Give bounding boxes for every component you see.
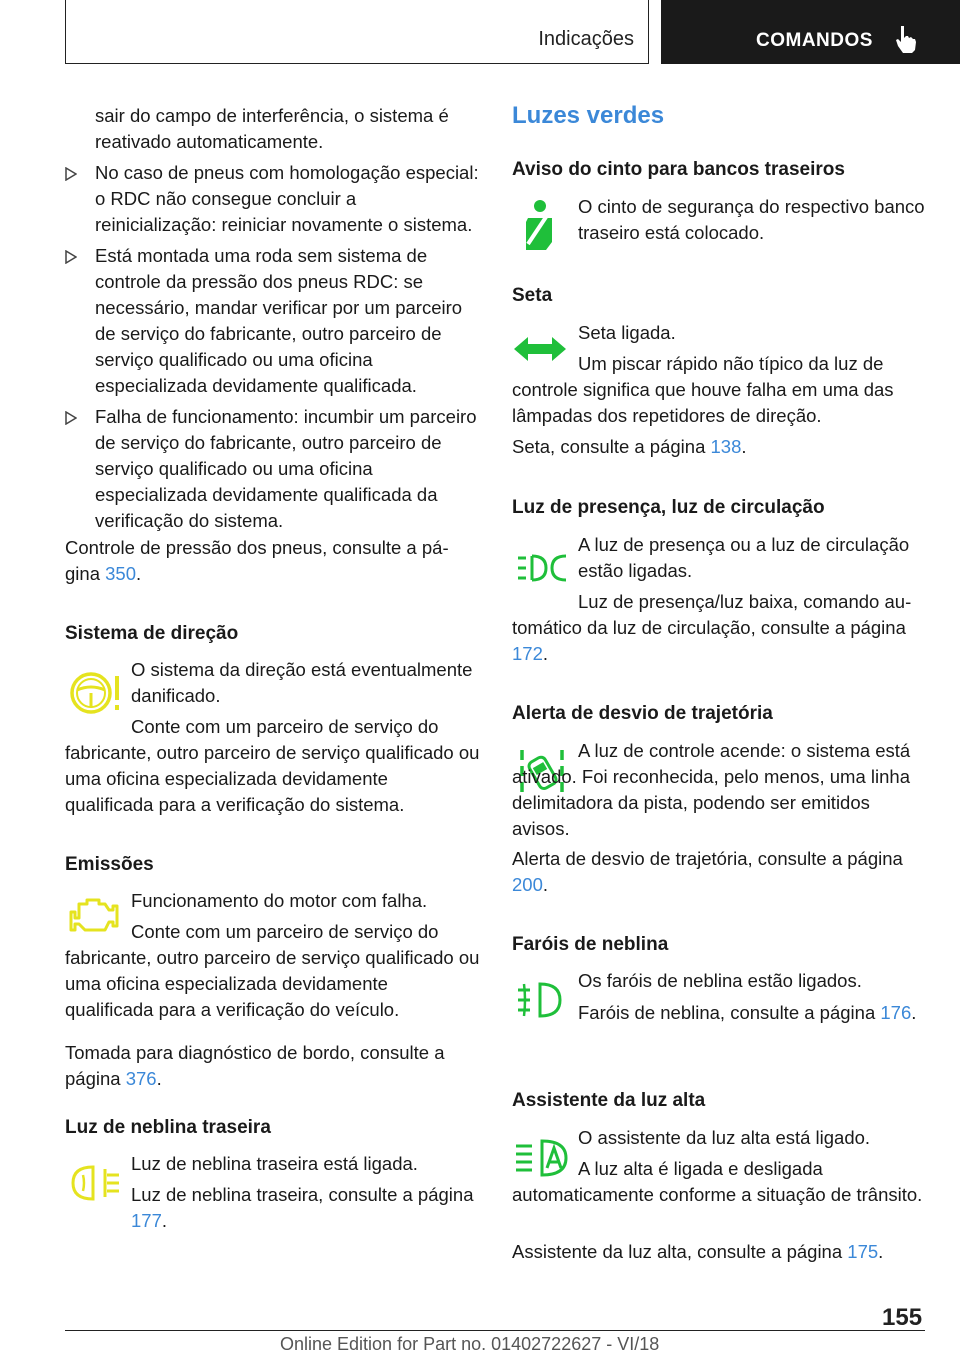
emissions-text-1: Funcionamento do motor com falha. <box>131 890 428 911</box>
header-chapter-label: COMANDOS <box>756 30 873 51</box>
heading-lane-departure: Alerta de desvio de trajetória <box>512 703 773 724</box>
reference-text: Seta, consulte a página <box>512 436 711 457</box>
page-number: 155 <box>882 1304 923 1331</box>
steering-text-2: Conte com um parceiro de serviço do fabricante, outro parceiro de serviço qualificado ou uma oficina especializada devidamente qualificada para a verificação do sistema. <box>65 716 480 815</box>
heading-steering: Sistema de direção <box>65 623 239 644</box>
heading-turn-signal: Seta <box>512 285 553 306</box>
heading-high-beam: Assistente da luz alta <box>512 1090 706 1111</box>
rear-fog-reference: Luz de neblina traseira, consulte a página 177. <box>131 1184 474 1231</box>
obd-reference: Tomada para diagnóstico de bordo, consulte a página 376. <box>65 1042 445 1089</box>
page-link[interactable]: 175 <box>847 1241 879 1262</box>
heading-seatbelt: Aviso do cinto para bancos traseiros <box>512 159 845 180</box>
page-link[interactable]: 376 <box>125 1068 157 1089</box>
steering-text-1: O sistema da direção está eventualmente danificado. <box>131 659 473 706</box>
emissions-text-2: Conte com um parceiro de serviço do fabricante, outro parceiro de serviço qualificado ou uma oficina especializada devidamente qualificada para a verificação do veículo. <box>65 921 480 1020</box>
page-link[interactable]: 350 <box>105 563 136 584</box>
reference-text: Faróis de neblina, consulte a página <box>578 1002 881 1023</box>
page-link[interactable]: 177 <box>131 1210 162 1231</box>
footer-divider <box>65 1330 925 1331</box>
footer-edition: Online Edition for Part no. 01402722627 - VI/18 <box>280 1334 660 1354</box>
triangle-bullet-icon <box>65 250 77 264</box>
parking-text-2: Luz de presença/luz baixa, comando automático da luz de circulação, consulte a página 172. <box>512 591 912 664</box>
header-section-title: Indicações <box>538 28 634 50</box>
reference-text: Tomada para diagnóstico de bordo, consulte a página <box>65 1042 445 1089</box>
list-item <box>65 404 480 534</box>
paragraph-continuation: sair do campo de interferência, o sistema é reativado automaticamente. <box>95 105 449 152</box>
seatbelt-text: O cinto de segurança do respectivo banco traseiro está colocado. <box>578 196 925 243</box>
rdc-reference: Controle de pressão dos pneus, consulte a página 350. <box>65 537 449 584</box>
lane-reference: Alerta de desvio de trajetória, consulte a página 200. <box>512 848 903 895</box>
header-chapter-tab <box>661 0 960 64</box>
section-title-green-lights: Luzes verdes <box>512 102 665 129</box>
reference-text: Alerta de desvio de trajetória, consulte a página <box>512 848 903 869</box>
turn-text-2: Um piscar rápido não típico da luz de controle significa que houve falha em uma das lâmpadas dos repetidores de direção. <box>512 353 894 426</box>
page-link[interactable]: 200 <box>512 874 543 895</box>
rear-fog-text-1: Luz de neblina traseira está ligada. <box>131 1153 418 1174</box>
triangle-bullet-icon <box>65 167 77 181</box>
turn-text-1: Seta ligada. <box>578 322 676 343</box>
bullet-text: Falha de funcionamento: incumbir um parceiro de serviço do fabricante, outro parceiro de serviço qualificado ou uma oficina especializada devidamente qualificada da verificação do sistema. <box>95 406 477 531</box>
page-link[interactable]: 176 <box>880 1002 912 1023</box>
hand-pointer-icon <box>895 24 917 54</box>
reference-text: Luz de presença/luz baixa, comando automático da luz de circulação, consulte a página <box>512 591 912 638</box>
reference-text: Controle de pressão dos pneus, consulte a página <box>65 537 449 584</box>
highbeam-text-1: O assistente da luz alta está ligado. <box>578 1127 871 1148</box>
highbeam-reference: Assistente da luz alta, consulte a página 175. <box>512 1241 884 1262</box>
page-link[interactable]: 138 <box>710 436 742 457</box>
highbeam-text-2: A luz alta é ligada e desligada automaticamente conforme a situação de trânsito. <box>512 1158 923 1205</box>
list-item <box>65 243 480 399</box>
lane-text-1: A luz de controle acende: o sistema está ativado. Foi reconhecida, pelo menos, uma linha delimitadora da pista, podendo ser emitidos avisos. <box>512 740 911 839</box>
heading-rear-fog: Luz de neblina traseira <box>65 1117 271 1138</box>
parking-text-1: A luz de presença ou a luz de circulação estão ligadas. <box>578 534 910 581</box>
bullet-text: No caso de pneus com homologação especial: o RDC não consegue concluir a reinicialização: reiniciar novamente o sistema. <box>95 162 479 235</box>
reference-text: Assistente da luz alta, consulte a página <box>512 1241 848 1262</box>
list-item <box>65 160 480 238</box>
triangle-bullet-icon <box>65 411 77 425</box>
reference-text: Luz de neblina traseira, consulte a página <box>131 1184 474 1205</box>
heading-parking-light: Luz de presença, luz de circulação <box>512 497 825 518</box>
heading-emissions: Emissões <box>65 854 154 875</box>
heading-fog-lights: Faróis de neblina <box>512 934 669 955</box>
fog-text-1: Os faróis de neblina estão ligados. <box>578 970 862 991</box>
page-link[interactable]: 172 <box>512 643 543 664</box>
bullet-text: Está montada uma roda sem sistema de controle da pressão dos pneus RDC: se necessário, mandar verificar por um parceiro de serviço do fabricante, outro parceiro de serviço qualificado ou uma oficina especializada devidamente qualificada. <box>95 245 463 396</box>
turn-reference: Seta, consulte a página 138. <box>512 436 747 457</box>
fog-reference: Faróis de neblina, consulte a página 176. <box>578 1002 917 1023</box>
